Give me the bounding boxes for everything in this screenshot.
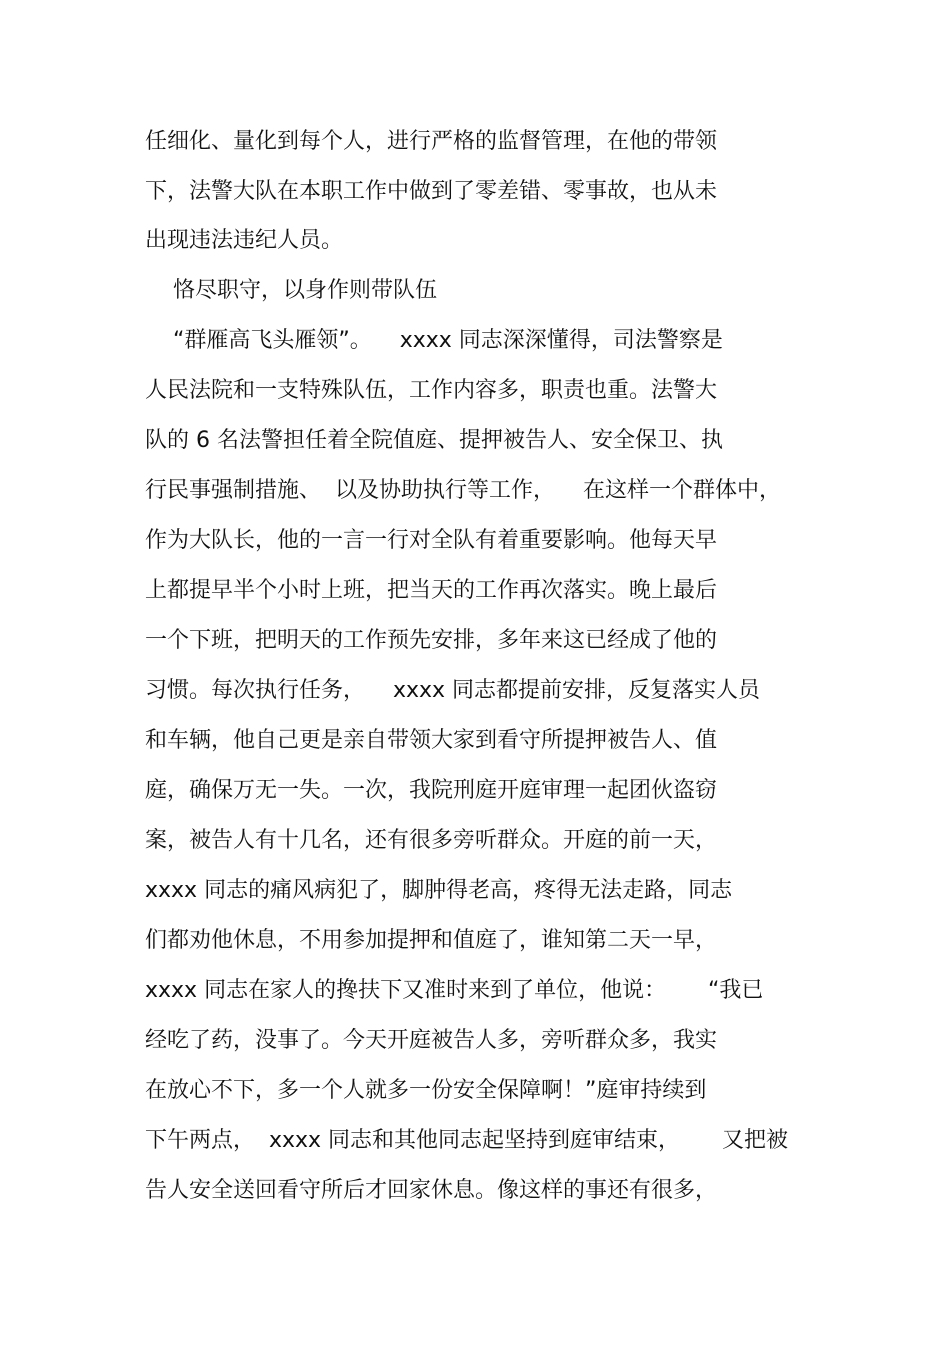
body-text-line: 行民事强制措施、 以及协助执行等工作， 在这样一个群体中， [145,478,781,503]
body-text-line: 上都提早半个小时上班，把当天的工作再次落实。晚上最后 [145,578,718,603]
body-text-line: 和车辆，他自己更是亲自带领大家到看守所提押被告人、值 [145,728,718,753]
body-text-line: 案，被告人有十几名，还有很多旁听群众。开庭的前一天， [145,828,718,853]
body-text-line: 在放心不下，多一个人就多一份安全保障啊！”庭审持续到 [145,1078,707,1103]
section-heading: 恪尽职守，以身作则带队伍 [145,278,437,303]
body-text-line: “群雁高飞头雁领”。 xxxx 同志深深懂得，司法警察是 [145,328,723,353]
body-text-line: 队的 6 名法警担任着全院值庭、提押被告人、安全保卫、执 [145,428,723,453]
body-text-line: 作为大队长，他的一言一行对全队有着重要影响。他每天早 [145,528,718,553]
body-text-line: 庭，确保万无一失。一次，我院刑庭开庭审理一起团伙盗窃 [145,778,718,803]
body-text-line: 任细化、量化到每个人，进行严格的监督管理，在他的带领 [145,129,718,154]
body-text-line: 下，法警大队在本职工作中做到了零差错、零事故，也从未 [145,179,718,204]
body-text-line: 们都劝他休息，不用参加提押和值庭了，谁知第二天一早， [145,928,718,953]
body-text-line: 习惯。每次执行任务， xxxx 同志都提前安排，反复落实人员 [145,678,761,703]
body-text-line: 经吃了药，没事了。今天开庭被告人多，旁听群众多，我实 [145,1028,718,1053]
body-text-line: 下午两点， xxxx 同志和其他同志起坚持到庭审结束， 又把被 [145,1128,789,1153]
body-text-line: 告人安全送回看守所后才回家休息。像这样的事还有很多， [145,1178,718,1203]
body-text-line: 人民法院和一支特殊队伍，工作内容多，职责也重。法警大 [145,378,718,403]
body-text-line: xxxx 同志在家人的搀扶下又准时来到了单位，他说： “我已 [145,978,764,1003]
body-text-line: xxxx 同志的痛风病犯了，脚肿得老高，疼得无法走路，同志 [145,878,733,903]
body-text-line: 一个下班，把明天的工作预先安排，多年来这已经成了他的 [145,628,718,653]
body-text-line: 出现违法违纪人员。 [145,228,344,253]
